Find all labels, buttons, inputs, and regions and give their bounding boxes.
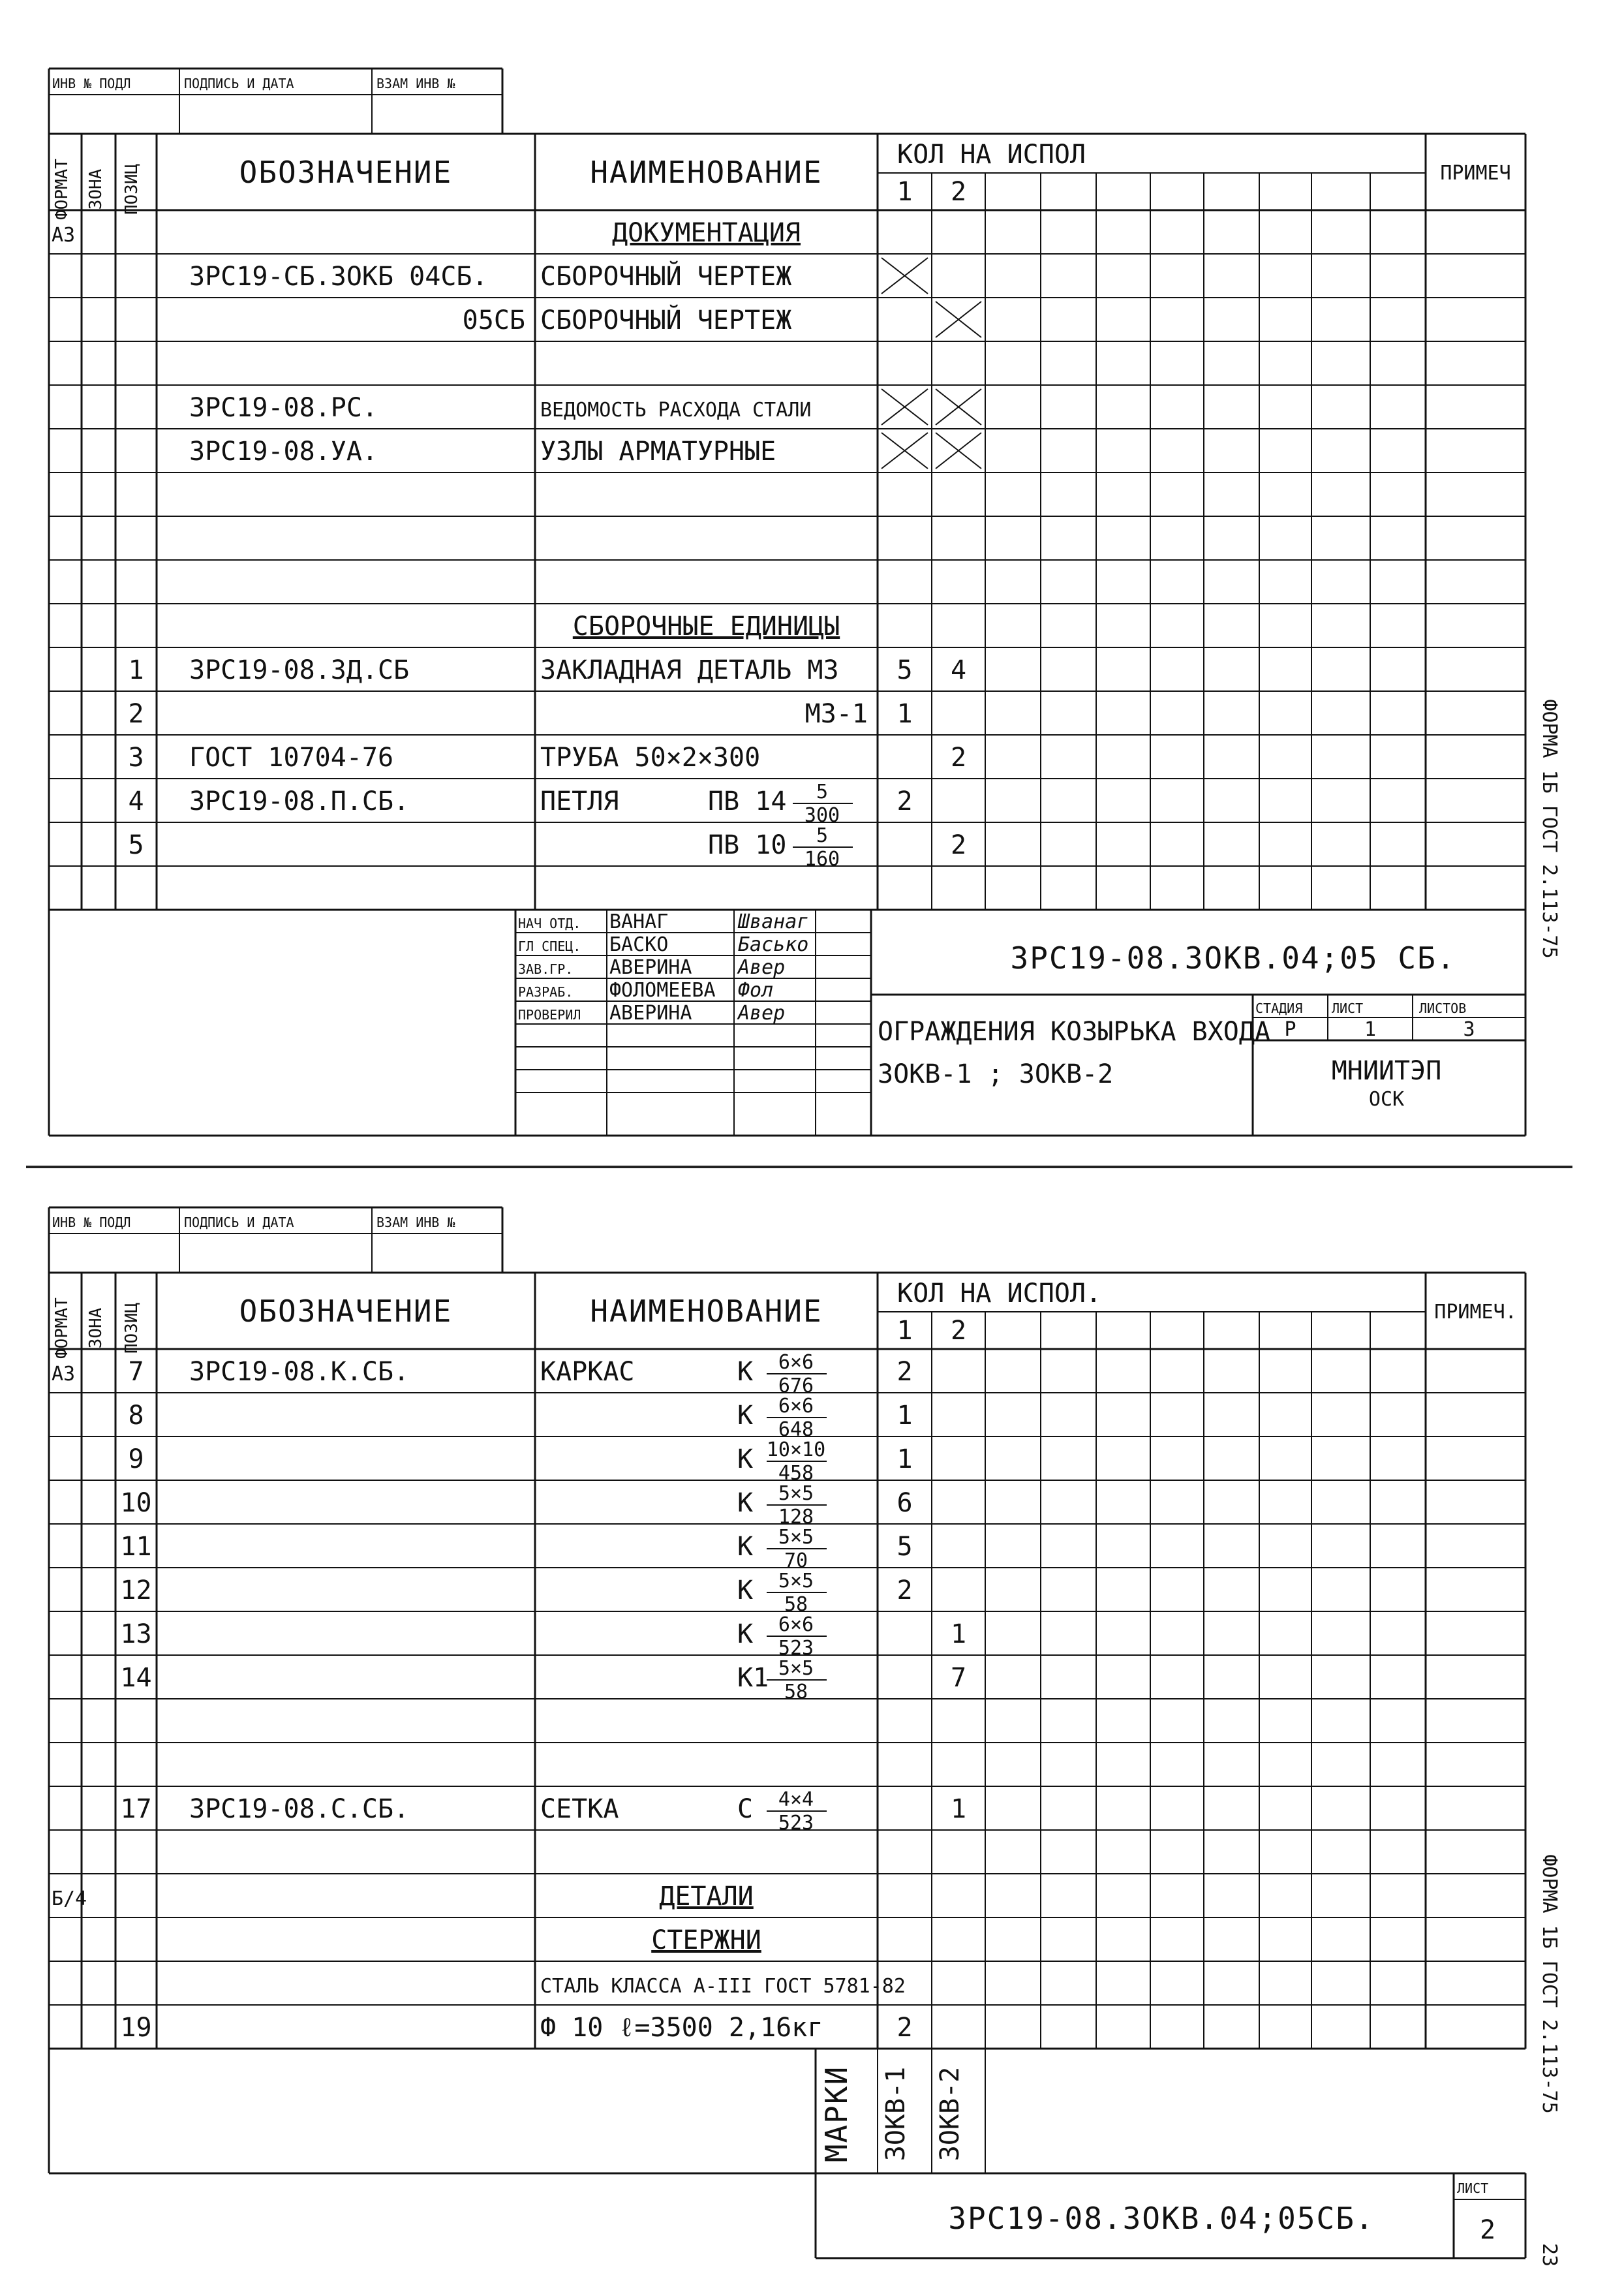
row-qty-1: 5	[896, 1532, 913, 1562]
row-format: Б/4	[52, 1887, 87, 1910]
row-designation: 3РС19-СБ.3ОКБ 04СБ.	[189, 262, 488, 292]
row-mark: С	[737, 1794, 754, 1824]
row-fraction-numerator: 5×5	[778, 1570, 814, 1592]
row-name: Ф 10 ℓ=3500 2,16кг	[540, 2013, 823, 2043]
row-position: 11	[120, 1532, 152, 1562]
row-fraction-denominator: 676	[778, 1374, 814, 1397]
row-qty-2: 4	[950, 655, 967, 685]
row-qty-1: 5	[896, 655, 913, 685]
row-position: 5	[128, 830, 144, 860]
header-quantity: КОЛ НА ИСПОЛ	[897, 140, 1086, 170]
row-fraction-denominator: 648	[778, 1418, 814, 1441]
organization-dept: ОСК	[1368, 1088, 1405, 1111]
row-fraction-denominator: 458	[778, 1462, 814, 1485]
row-position: 13	[120, 1619, 152, 1649]
header-note: ПРИМЕЧ.	[1434, 1301, 1517, 1324]
header-quantity-2: 2	[950, 1316, 967, 1346]
handwritten-signature: Басько	[738, 933, 809, 956]
row-mark: К	[737, 1488, 754, 1518]
stamp-replace-inv: ВЗАМ ИНВ №	[376, 1215, 455, 1230]
row-mark: К	[737, 1444, 754, 1474]
row-position: 19	[120, 2013, 152, 2043]
row-position: 3	[128, 743, 144, 773]
handwritten-signature: Авер	[738, 956, 786, 979]
signature-role: РАЗРАБ.	[518, 984, 574, 1000]
row-designation: 3РС19-08.РС.	[189, 393, 378, 423]
signature-role: ГЛ СПЕЦ.	[518, 939, 581, 954]
document-code: 3РС19-08.3ОКВ.04;05 СБ.	[1010, 940, 1456, 976]
row-fraction-numerator: 6×6	[778, 1395, 814, 1418]
row-position: 4	[128, 786, 144, 816]
header-quantity: КОЛ НА ИСПОЛ.	[897, 1279, 1102, 1309]
marks-label: МАРКИ	[819, 2065, 854, 2163]
row-mark: К	[737, 1532, 754, 1562]
signature-name: АВЕРИНА	[609, 956, 692, 979]
header-quantity-1: 1	[896, 1316, 913, 1346]
sheets-label: ЛИСТОВ	[1419, 1001, 1467, 1016]
row-designation: 3РС19-08.УА.	[189, 437, 378, 467]
row-qty-2: 2	[950, 830, 967, 860]
header-designation: ОБОЗНАЧЕНИЕ	[239, 155, 453, 190]
row-qty-1: 2	[896, 786, 913, 816]
handwritten-signature: Фол	[738, 979, 774, 1002]
row-name: СТЕРЖНИ	[651, 1925, 761, 1955]
header-position: ПОЗИЦ	[122, 1302, 142, 1354]
row-designation: 3РС19-08.С.СБ.	[189, 1794, 410, 1824]
header-note: ПРИМЕЧ	[1440, 162, 1511, 185]
side-form-stamp: ФОРМА 1Б ГОСТ 2.113-75	[1538, 699, 1561, 959]
header-quantity-1: 1	[896, 177, 913, 207]
row-qty-1: 2	[896, 1357, 913, 1387]
row-position: 17	[120, 1794, 152, 1824]
header-designation: ОБОЗНАЧЕНИЕ	[239, 1294, 453, 1329]
row-position: 2	[128, 699, 144, 729]
organization-name: МНИИТЭП	[1331, 1056, 1442, 1086]
sheets-value: 3	[1463, 1018, 1475, 1041]
stamp-replace-inv: ВЗАМ ИНВ №	[376, 76, 455, 91]
signature-name: АВЕРИНА	[609, 1002, 692, 1025]
row-fraction-denominator: 300	[804, 804, 840, 827]
row-format: А3	[52, 1363, 76, 1386]
row-qty-2: 7	[950, 1663, 967, 1693]
stamp-signature-date: ПОДПИСЬ И ДАТА	[184, 76, 294, 91]
row-name: СБОРОЧНЫЙ ЧЕРТЕЖ	[540, 262, 792, 292]
sheet-value: 1	[1364, 1018, 1377, 1041]
handwritten-signature: Шванаг	[738, 910, 809, 933]
drawing-subtitle: 3ОКВ-1 ; 3ОКВ-2	[878, 1059, 1114, 1089]
row-loop-mark: ПВ 10	[708, 830, 787, 860]
signature-role: ПРОВЕРИЛ	[518, 1007, 581, 1023]
row-fraction-numerator: 5	[816, 781, 829, 803]
row-position: 12	[120, 1575, 152, 1606]
row-format: А3	[52, 224, 76, 247]
mark-1: 3ОКВ-1	[881, 2066, 911, 2162]
sheet-label: ЛИСТ	[1332, 1001, 1364, 1016]
signature-role: ЗАВ.ГР.	[518, 961, 574, 977]
row-fraction-denominator: 58	[784, 1681, 808, 1703]
row-designation: 3РС19-08.3Д.СБ	[189, 655, 410, 685]
row-designation: ГОСТ 10704-76	[189, 743, 394, 773]
row-qty-1: 1	[896, 699, 913, 729]
handwritten-signature: Авер	[738, 1002, 786, 1025]
row-name: УЗЛЫ АРМАТУРНЫЕ	[540, 437, 776, 467]
row-position: 10	[120, 1488, 152, 1518]
row-fraction-denominator: 523	[778, 1812, 814, 1835]
row-position: 1	[128, 655, 144, 685]
row-name: СТАЛЬ КЛАССА А-III ГОСТ 5781-82	[540, 1975, 906, 1998]
row-position: 9	[128, 1444, 144, 1474]
header-name: НАИМЕНОВАНИЕ	[590, 155, 823, 190]
row-qty-1: 2	[896, 1575, 913, 1606]
row-qty-2: 1	[950, 1794, 967, 1824]
row-name: КАРКАС	[540, 1357, 635, 1387]
row-fraction-numerator: 4×4	[778, 1788, 814, 1811]
row-loop-mark: ПВ 14	[708, 786, 787, 816]
row-fraction-numerator: 5	[816, 824, 829, 847]
row-designation: 3РС19-08.П.СБ.	[189, 786, 410, 816]
row-name: СБОРОЧНЫЕ ЕДИНИЦЫ	[572, 612, 840, 642]
corner-page-number: 23	[1538, 2242, 1561, 2267]
sheet-separator	[26, 1166, 1572, 1168]
row-position: 8	[128, 1401, 144, 1431]
header-zone: ЗОНА	[86, 168, 106, 210]
row-position: 7	[128, 1357, 144, 1387]
signature-name: БАСКО	[609, 933, 669, 956]
row-qty-1: 2	[896, 2013, 913, 2043]
row-fraction-numerator: 5×5	[778, 1526, 814, 1549]
mark-2: 3ОКВ-2	[935, 2066, 965, 2162]
row-fraction-denominator: 58	[784, 1593, 808, 1616]
row-fraction-numerator: 6×6	[778, 1351, 814, 1374]
row-name: СЕТКА	[540, 1794, 619, 1824]
row-name: ДЕТАЛИ	[659, 1882, 754, 1912]
row-position: 14	[120, 1663, 152, 1693]
row-mark: К	[737, 1575, 754, 1606]
row-qty-2: 2	[950, 743, 967, 773]
signature-role: НАЧ ОТД.	[518, 916, 581, 931]
row-name: ТРУБА 50×2×300	[540, 743, 761, 773]
stamp-inv-no: ИНВ № ПОДЛ	[52, 1215, 131, 1230]
stamp-signature-date: ПОДПИСЬ И ДАТА	[184, 1215, 294, 1230]
header-name: НАИМЕНОВАНИЕ	[590, 1294, 823, 1329]
row-fraction-numerator: 6×6	[778, 1613, 814, 1636]
header-format: ФОРМАТ	[52, 159, 72, 220]
row-fraction-denominator: 523	[778, 1637, 814, 1660]
side-form-stamp: ФОРМА 1Б ГОСТ 2.113-75	[1538, 1854, 1561, 2114]
sheet-label-2: ЛИСТ	[1457, 2180, 1489, 2196]
row-qty-2: 1	[950, 1619, 967, 1649]
row-qty-1: 6	[896, 1488, 913, 1518]
row-name: М3-1	[804, 699, 868, 729]
row-fraction-denominator: 160	[804, 848, 840, 871]
row-name: ПЕТЛЯ	[540, 786, 619, 816]
row-qty-1: 1	[896, 1401, 913, 1431]
row-mark: К	[737, 1401, 754, 1431]
row-mark: К	[737, 1357, 754, 1387]
row-name: ВЕДОМОСТЬ РАСХОДА СТАЛИ	[540, 399, 812, 422]
row-mark: К1	[737, 1663, 769, 1693]
row-qty-1: 1	[896, 1444, 913, 1474]
row-designation: 3РС19-08.К.СБ.	[189, 1357, 410, 1387]
signature-name: ФОЛОМЕЕВА	[609, 979, 716, 1002]
row-name: ЗАКЛАДНАЯ ДЕТАЛЬ М3	[540, 655, 839, 685]
document-code-2: 3РС19-08.3ОКВ.04;05СБ.	[948, 2201, 1375, 2236]
row-fraction-numerator: 10×10	[766, 1438, 826, 1461]
row-name: ДОКУМЕНТАЦИЯ	[612, 218, 801, 248]
row-mark: К	[737, 1619, 754, 1649]
row-fraction-numerator: 5×5	[778, 1657, 814, 1680]
sheet-number-2: 2	[1479, 2215, 1496, 2245]
row-fraction-denominator: 128	[778, 1506, 814, 1528]
header-format: ФОРМАТ	[52, 1297, 72, 1359]
header-zone: ЗОНА	[86, 1307, 106, 1349]
stamp-inv-no: ИНВ № ПОДЛ	[52, 76, 131, 91]
header-quantity-2: 2	[950, 177, 967, 207]
signature-name: ВАНАГ	[609, 910, 669, 933]
row-designation: 05СБ	[462, 305, 525, 335]
drawing-title: ОГРАЖДЕНИЯ КОЗЫРЬКА ВХОДА	[878, 1017, 1271, 1047]
row-fraction-numerator: 5×5	[778, 1482, 814, 1505]
stage-value: Р	[1284, 1018, 1296, 1041]
stage-label: СТАДИЯ	[1255, 1001, 1303, 1016]
row-fraction-denominator: 70	[784, 1549, 808, 1572]
header-position: ПОЗИЦ	[122, 163, 142, 215]
row-name: СБОРОЧНЫЙ ЧЕРТЕЖ	[540, 305, 792, 335]
